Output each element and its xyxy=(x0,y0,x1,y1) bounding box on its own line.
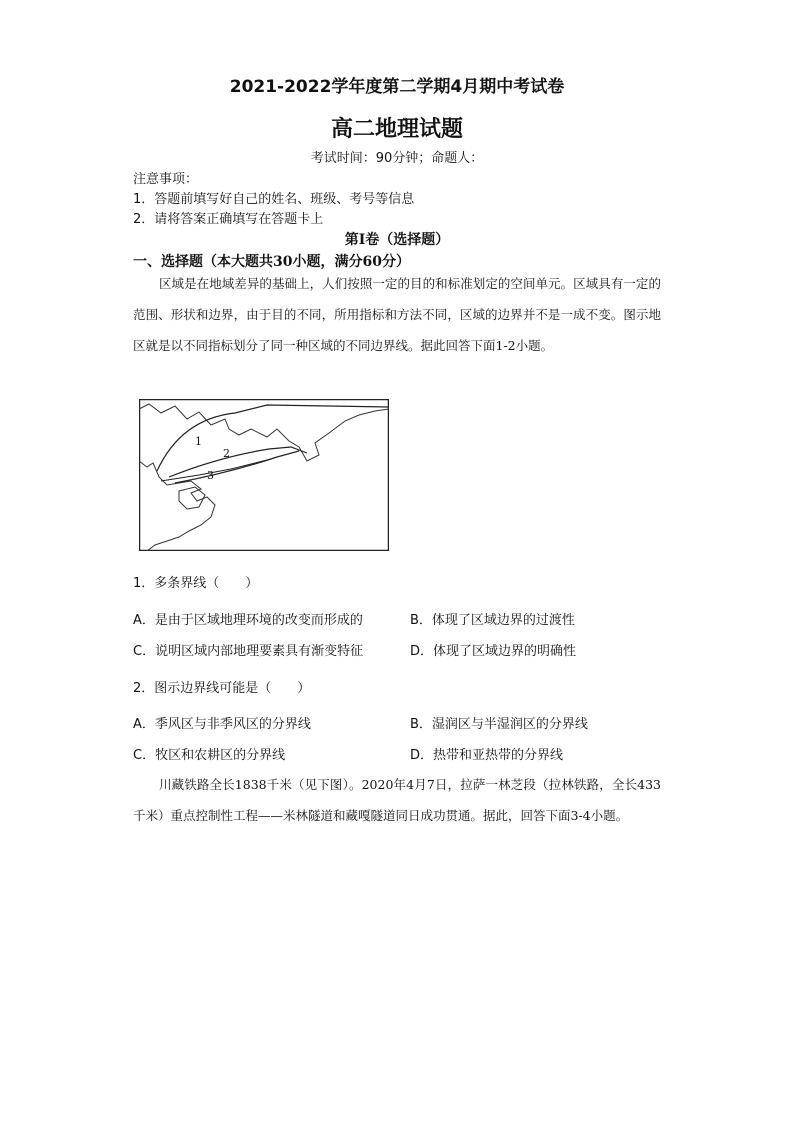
question-2-stem: 2．图示边界线可能是（ ） xyxy=(133,681,311,696)
exam-info: 考试时间：90分钟；命题人： xyxy=(310,151,484,166)
map-label-2: 2 xyxy=(223,447,230,460)
question-1-option-b: B．体现了区域边界的过渡性 xyxy=(410,613,575,628)
question-1-option-a: A．是由于区域地理环境的改变而形成的 xyxy=(133,613,363,628)
notes-item-2: 2．请将答案正确填写在答题卡上 xyxy=(133,212,324,227)
passage-1: 区域是在地域差异的基础上，人们按照一定的目的和标准划定的空间单元。区域具有一定的范围、形状和边界，由于目的不同，所用指标和方法不同，区域的边界并不是一成不变。图示地区就是以不同指标划分了同一种区域的不同边界线。据此回答下面1-2小题。 xyxy=(133,276,661,353)
question-1-option-c: C．说明区域内部地理要素具有渐变特征 xyxy=(133,644,364,659)
notes-item-1: 1．答题前填写好自己的姓名、班级、考号等信息 xyxy=(133,192,415,207)
passage-2: 川藏铁路全长1838千米（见下图）。2020年4月7日，拉萨一林芝段（拉林铁路，全长433千米）重点控制性工程——米林隧道和藏嘎隧道同日成功贯通。据此，回答下面3-4小题。 xyxy=(133,777,661,823)
map-label-1: 1 xyxy=(195,435,202,448)
question-1-stem: 1．多条界线（ ） xyxy=(133,576,259,591)
subject-title: 高二地理试题 xyxy=(330,117,463,142)
question-1-option-d: D．体现了区域边界的明确性 xyxy=(410,644,577,659)
section-title: 一、选择题（本大题共30小题，满分60分） xyxy=(133,254,410,270)
region-boundary-map xyxy=(139,399,389,551)
question-2-option-a: A．季风区与非季风区的分界线 xyxy=(133,717,311,732)
map-label-3: 3 xyxy=(207,469,214,482)
question-2-option-d: D．热带和亚热带的分界线 xyxy=(410,748,564,763)
exam-title: 2021-2022学年度第二学期4月期中考试卷 xyxy=(229,77,565,97)
question-2-option-c: C．牧区和农耕区的分界线 xyxy=(133,748,286,763)
part-title: 第I卷（选择题） xyxy=(344,232,450,248)
notes-heading: 注意事项： xyxy=(133,172,199,187)
question-2-option-b: B．湿润区与半湿润区的分界线 xyxy=(410,717,588,732)
